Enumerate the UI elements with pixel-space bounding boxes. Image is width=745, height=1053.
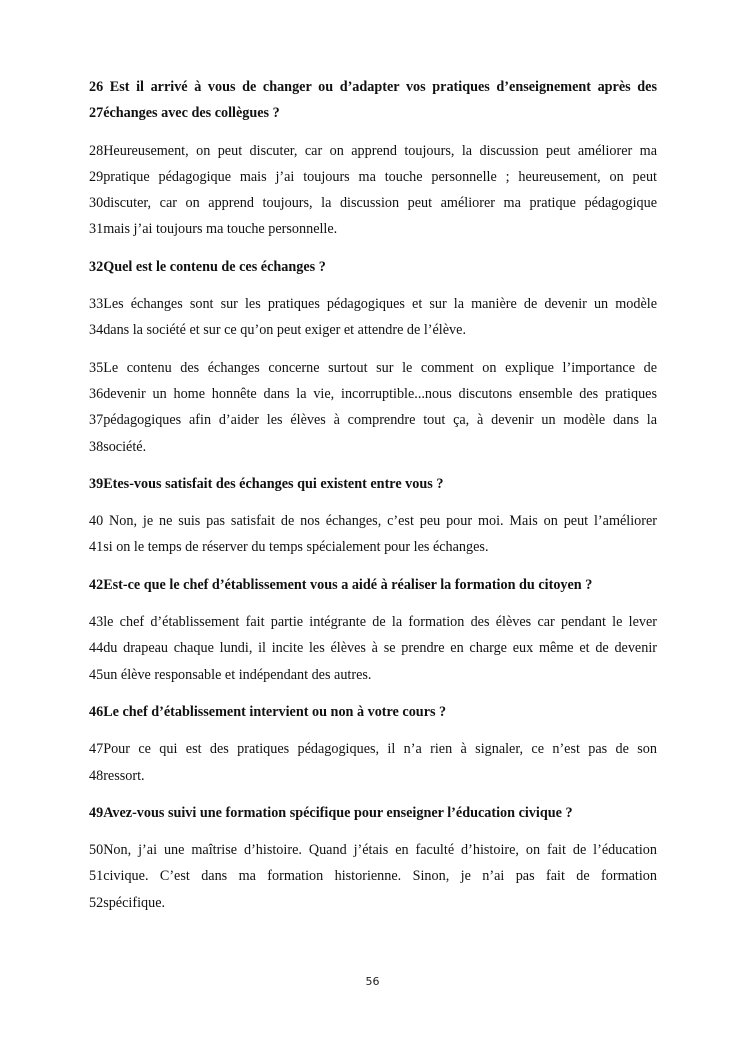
- text-line: 45un élève responsable et indépendant des autres.: [89, 666, 372, 683]
- text-line: 43le chef d’établissement fait partie intégrante de la formation des élèves car pendant le lever: [89, 614, 657, 631]
- text-line: 35Le contenu des échanges concerne surtout sur le comment on explique l’importance de: [89, 359, 657, 376]
- question-paragraph: [89, 471, 657, 497]
- text-line: 38société.: [89, 438, 147, 455]
- answer-paragraph: [89, 508, 657, 561]
- text-line: 28Heureusement, on peut discuter, car on apprend toujours, la discussion peut améliorer ma: [89, 142, 657, 159]
- text-line: 27échanges avec des collègues ?: [89, 105, 280, 122]
- answer-paragraph: [89, 291, 657, 344]
- text-line: 26 Est il arrivé à vous de changer ou d’adapter vos pratiques d’enseignement après des: [89, 79, 657, 95]
- text-line: 48ressort.: [89, 767, 145, 784]
- text-line: 36devenir un home honnête dans la vie, incorruptible...nous discutons ensemble des pratiques: [89, 385, 657, 402]
- text-line: 39Etes-vous satisfait des échanges qui existent entre vous ?: [89, 475, 444, 492]
- text-line: 41si on le temps de réserver du temps spécialement pour les échanges.: [89, 539, 489, 556]
- answer-paragraph: [89, 736, 657, 789]
- text-line: 44du drapeau chaque lundi, il incite les élèves à se prendre en charge eux même et de devenir: [89, 640, 657, 657]
- text-line: 52spécifique.: [89, 894, 166, 911]
- text-line: 33Les échanges sont sur les pratiques pédagogiques et sur la manière de devenir un modèle: [89, 296, 657, 313]
- text-line: 46Le chef d’établissement intervient ou non à votre cours ?: [89, 703, 447, 720]
- question-paragraph: [89, 74, 657, 127]
- answer-paragraph: [89, 355, 657, 460]
- question-paragraph: [89, 254, 657, 280]
- question-paragraph: [89, 572, 657, 598]
- text-line: 29pratique pédagogique mais j’ai toujours ma touche personnelle ; heureusement, on peut: [89, 168, 657, 185]
- document-body: [89, 74, 657, 927]
- text-line: 32Quel est le contenu de ces échanges ?: [89, 258, 326, 275]
- text-line: 47Pour ce qui est des pratiques pédagogiques, il n’a rien à signaler, ce n’est pas de son: [89, 741, 657, 758]
- text-line: 30discuter, car on apprend toujours, la discussion peut améliorer ma pratique pédagogique: [89, 195, 657, 212]
- text-line: 34dans la société et sur ce qu’on peut exiger et attendre de l’élève.: [89, 322, 466, 339]
- answer-paragraph: [89, 609, 657, 688]
- text-line: 49Avez-vous suivi une formation spécifique pour enseigner l’éducation civique ?: [89, 804, 573, 821]
- text-line: 50Non, j’ai une maîtrise d’histoire. Quand j’étais en faculté d’histoire, on fait de l’éducation: [89, 842, 657, 859]
- text-line: 51civique. C’est dans ma formation historienne. Sinon, je n’ai pas fait de formation: [89, 868, 657, 885]
- text-line: 37pédagogiques afin d’aider les élèves à comprendre tout ça, à devenir un modèle dans la: [89, 412, 657, 429]
- answer-paragraph: [89, 138, 657, 243]
- page-number: 56: [365, 975, 380, 988]
- question-paragraph: [89, 699, 657, 725]
- text-line: 40 Non, je ne suis pas satisfait de nos échanges, c’est peu pour moi. Mais on peut l’améliorer: [89, 513, 657, 530]
- text-line: 31mais j’ai toujours ma touche personnelle.: [89, 221, 338, 238]
- question-paragraph: [89, 800, 657, 826]
- answer-paragraph: [89, 837, 657, 916]
- text-line: 42Est-ce que le chef d’établissement vous a aidé à réaliser la formation du citoyen ?: [89, 576, 593, 593]
